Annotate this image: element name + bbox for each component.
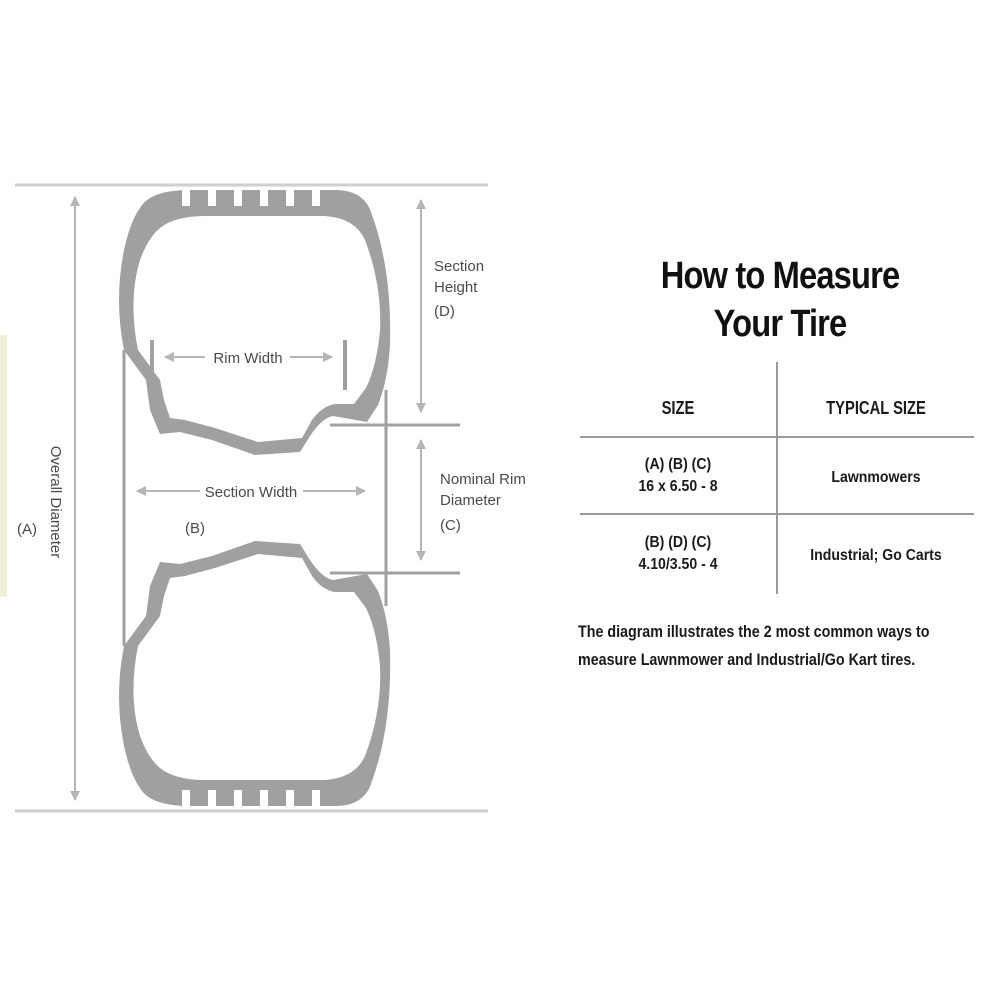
table-column-divider [776,362,778,594]
size-table [580,362,974,594]
table-row-2-size [592,532,764,576]
table-header-size: SIZE [661,398,695,418]
nominal-rim-label-line3: (C) [440,517,461,534]
table-row-1-typical: Lawnmowers [831,469,921,486]
section-height-label-line1: Section [434,258,485,275]
section-width-label: Section Width [204,484,298,501]
table-row-1-size [592,454,764,498]
section-height-label-line3: (D) [434,303,455,320]
table-row-2-size-line1: (B) (D) (C) [644,534,712,551]
title-line-1: How to Measure [660,255,900,297]
b-marker-label: (B) [185,520,205,537]
caption-line-1: The diagram illustrates the 2 most common ways to [578,622,930,641]
rim-width-label: Rim Width [213,350,283,367]
table-header-typical-size: TYPICAL SIZE [826,398,926,418]
table-row-divider [580,513,974,515]
table-row-2-typical: Industrial; Go Carts [810,547,942,564]
overall-diameter-label: Overall Diameter [47,445,64,559]
title-line-2: Your Tire [713,303,847,345]
caption [578,618,931,674]
page-title [608,252,952,348]
table-row-1-size-line2: 16 x 6.50 - 8 [638,478,718,495]
nominal-rim-label-line2: Diameter [440,492,501,509]
lower-tire-section [119,541,390,808]
table-row-1-size-line1: (A) (B) (C) [644,456,712,473]
table-row-2-size-line2: 4.10/3.50 - 4 [638,556,718,573]
upper-tire-section [119,188,390,455]
section-height-label-line2: Height [434,279,478,296]
nominal-rim-label-line1: Nominal Rim [440,471,526,488]
a-marker-label: (A) [17,521,37,538]
caption-line-2: measure Lawnmower and Industrial/Go Kart tires. [578,650,916,669]
table-header-divider [580,436,974,438]
